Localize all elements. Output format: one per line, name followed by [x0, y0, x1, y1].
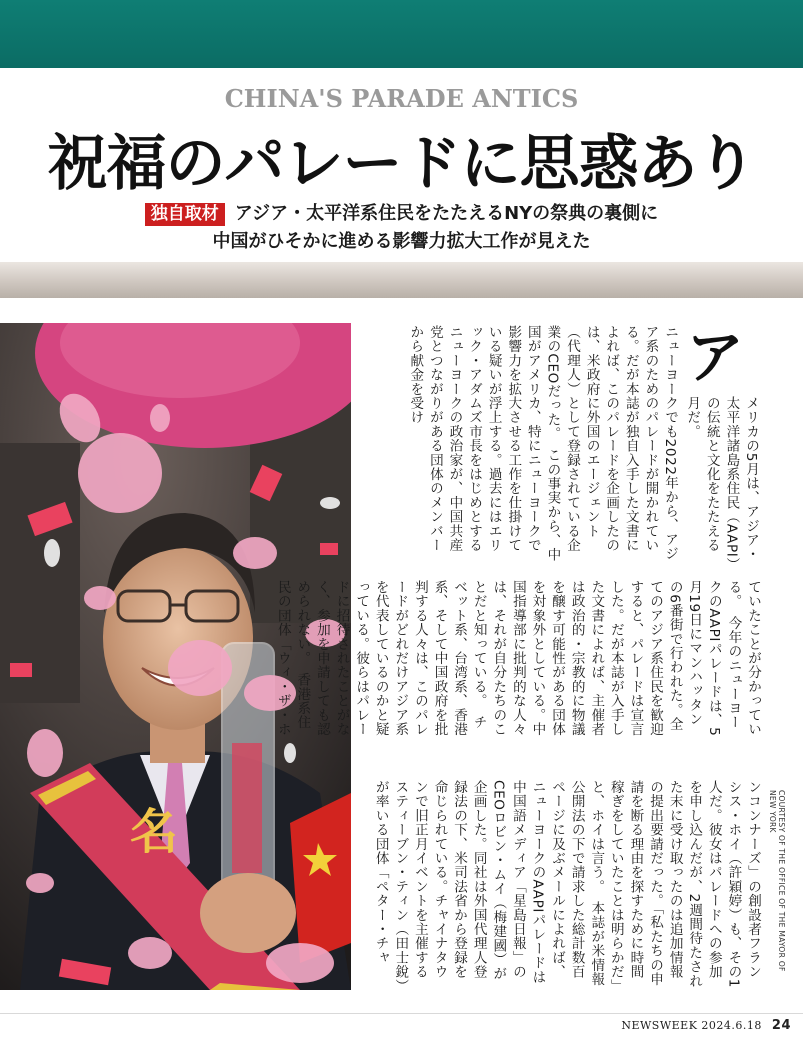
kicker-title: CHINA'S PARADE ANTICS	[224, 84, 579, 113]
sash-text: 名	[130, 804, 179, 860]
deck-line-1	[0, 200, 803, 228]
footer	[621, 1018, 791, 1033]
article-block-1: ニューヨークでも2022年から、アジア系のためのパレードが開かれている。だが本誌が独自入手した文書によれば、このパレードを企画したのは、米政府に外国のエージェント（代理人）として登録されている企業のCEOだった。 この事実から、中国がアメリカ、特にニューヨークで影響力を拡大させる工作を仕掛けている疑いが浮上する。過去にはエリック・アダムズ市長をはじめとするニューヨークの政治家が、中国共産党とつながりがある団体のメンバーから献金を受け	[407, 325, 678, 562]
article-block-3: ンコンナーズ」の創設者フランシス・ホイ（許穎婷）も、その1人だ。彼女はパレードへの参加を申し込んだが、2週間待たされた末に受け取ったのは追加情報の提出要請だった。「私たちの申請を断る理由を探すために時間稼ぎをしていたことは明らかだ」と、ホイは言う。 本誌が米情報公開法の下で請求した総計数百ページに及ぶメールによれば、ニューヨークのAAPIパレードは中国語メディア「星島日報」のCEOロビン・ムイ（梅建國）が企画した。同社は外国代理人登録法の下、米司法省から登録を命じられている。チャイナタウンで旧正月イベントを主催するスティーブン・ティン（田士銳）が率いる団体「ペター・チャ	[372, 780, 761, 989]
exclusive-badge: 独自取材	[145, 203, 225, 226]
footer-magazine: NEWSWEEK	[621, 1019, 698, 1032]
gray-divider-band	[0, 262, 803, 298]
deck-line-1-text: アジア・太平洋系住民をたたえるNYの祭典の裏側に	[234, 203, 659, 224]
footer-rule	[0, 1013, 803, 1014]
headline: 祝福のパレードに思惑あり	[47, 129, 756, 199]
page-number: 24	[771, 1018, 791, 1033]
drop-cap: ア	[686, 323, 745, 391]
deck-line-2: 中国がひそかに進める影響力拡大工作が見えた	[212, 231, 591, 252]
article-intro: メリカの5月は、アジア・太平洋諸島系住民（AAPI）の伝統と文化をたたえる月だ。	[684, 396, 759, 565]
deck	[0, 200, 803, 256]
footer-date: 2024.6.18	[701, 1019, 762, 1032]
article-block-2: ていたことが分かっている。 今年のニューヨークのAAPIパレードは、5月19日にマンハッタンの6番街で行われた。全てのアジア系住民を歓迎すると、パレードは宣言した。だが本誌が入手した文書によれば、主催者は政治的・宗教的に物議を醸す可能性がある団体を対象外としている。中国指導部に批判的な人々は、それが自分たちのことだと知っている。 チベット系、台湾系、香港系、そして中国政府を批判する人々は、このパレードがどれだけアジア系を代表しているのかと疑っている。彼らはパレードに招待されたことがなく、参加を申請しても認められない。 香港系住民の団体「ウィ・ザ・ホ	[274, 580, 761, 737]
photo-credit: COURTESY OF THE OFFICE OF THE MAYOR OF NEW YORK	[768, 790, 786, 972]
top-color-band	[0, 0, 803, 68]
